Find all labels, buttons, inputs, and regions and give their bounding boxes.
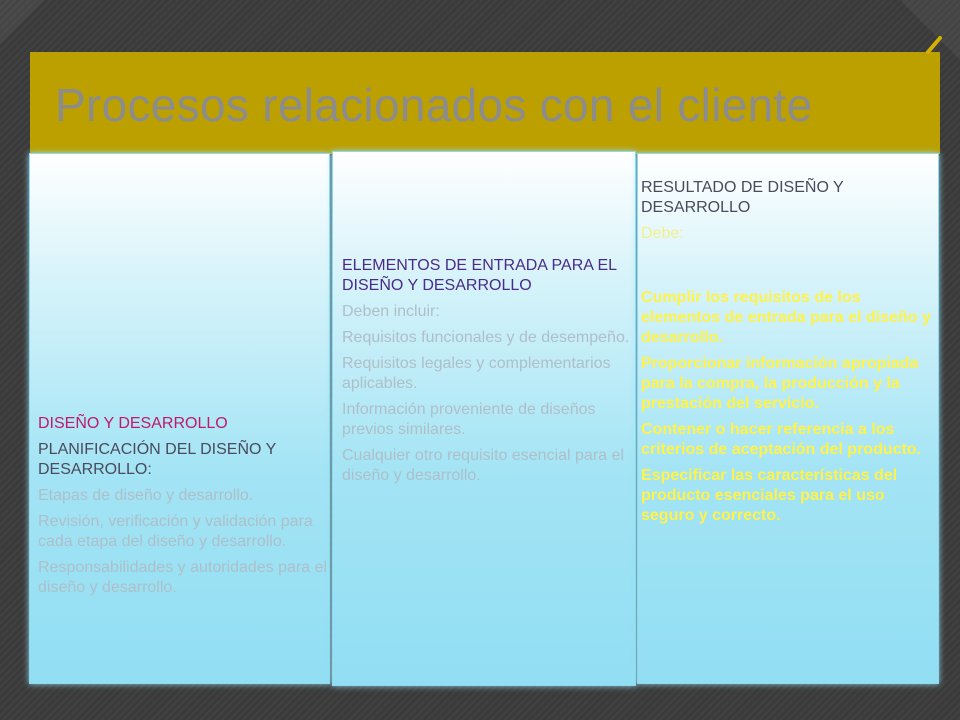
panel-3-heading: RESULTADO DE DISEÑO Y DESARROLLO [641,179,844,216]
slide-title: Procesos relacionados con el cliente [55,79,813,131]
accent-check-mark-icon [924,36,944,62]
panel-2-intro: Deben incluir: [342,303,440,320]
panel-3-item: Cumplir los requisitos de los elementos de entrada para el diseño y desarrollo. [641,289,931,346]
panel-1-heading: DISEÑO Y DESARROLLO [38,415,228,432]
panel-diseno-desarrollo [29,153,330,684]
panel-1-subheading: PLANIFICACIÓN DEL DISEÑO Y DESARROLLO: [38,441,276,478]
panel-3-content [641,178,936,526]
panel-2-item: Requisitos legales y complementarios aplicables. [342,355,611,392]
panel-2-item: Requisitos funcionales y de desempeño. [342,329,630,346]
panel-3-intro: Debe: [641,225,684,242]
panel-resultado-diseno [637,153,939,684]
panel-1-content [38,414,328,598]
panel-3-item: Proporcionar información apropiada para la compra, la producción y la prestación del servicio. [641,355,919,412]
panel-2-item: Información proveniente de diseños previos similares. [342,401,596,438]
panel-3-item: Especificar las características del producto esenciales para el uso seguro y correcto. [641,467,898,524]
panel-1-item: Etapas de diseño y desarrollo. [38,487,254,504]
panel-2-item: Cualquier otro requisito esencial para el diseño y desarrollo. [342,447,624,484]
panel-2-content [342,256,634,486]
panel-3-item: Contener o hacer referencia a los criterios de aceptación del producto. [641,421,922,458]
panel-2-heading: ELEMENTOS DE ENTRADA PARA EL DISEÑO Y DESARROLLO [342,257,617,294]
panel-elementos-entrada [332,151,636,686]
panel-1-item: Responsabilidades y autoridades para el diseño y desarrollo. [38,559,328,596]
panel-1-item: Revisión, verificación y validación para cada etapa del diseño y desarrollo. [38,513,313,550]
